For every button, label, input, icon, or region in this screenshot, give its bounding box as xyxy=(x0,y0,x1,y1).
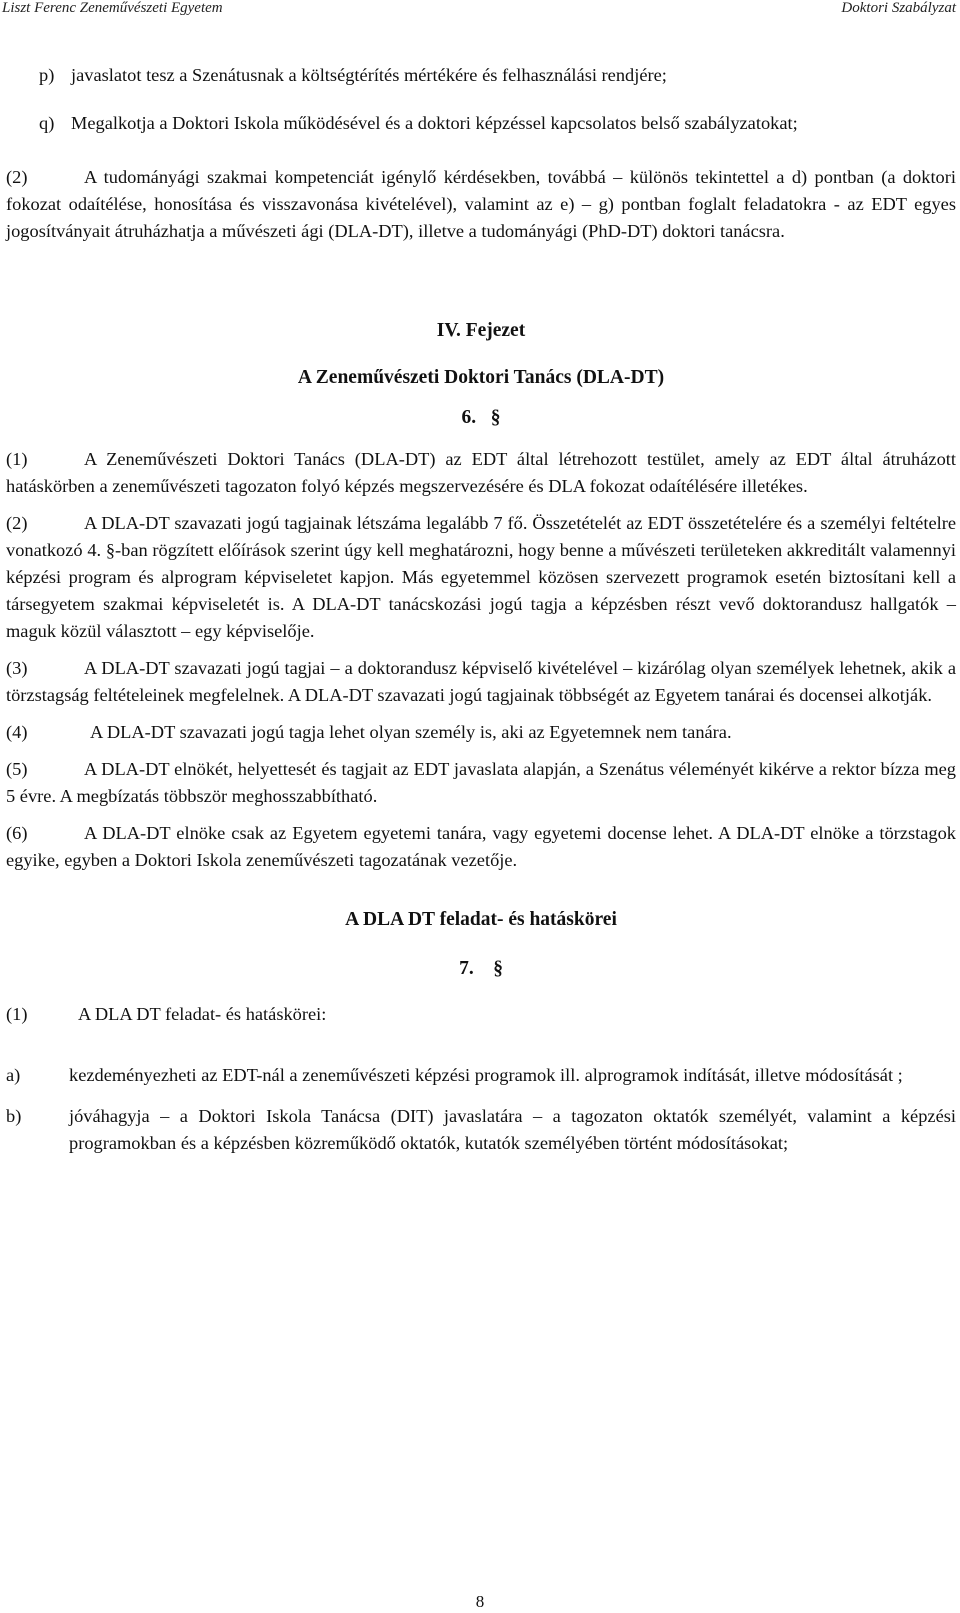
list-text: jóváhagyja – a Doktori Iskola Tanácsa (DIT) javaslatára – a tagozaton oktatók személyét, valamint a képzési programokban és a képzésben közreműködő oktatók, kutatók személyében történt módosításokat; xyxy=(69,1106,956,1153)
paragraph-number: (1) xyxy=(6,449,28,469)
list-item-b xyxy=(6,1103,956,1157)
subtitle: A DLA DT feladat- és hatáskörei xyxy=(345,909,617,930)
paragraph-7-1 xyxy=(6,1001,956,1028)
paragraph-number: (1) xyxy=(6,1004,28,1024)
list-item-a xyxy=(6,1062,956,1089)
header-document-title: Doktori Szabályzat xyxy=(841,0,956,16)
paragraph-text: A Zeneművészeti Doktori Tanács (DLA-DT) az EDT által létrehozott testület, amely az EDT által átruházott hatáskörben a zeneművészeti tagozaton folyó képzés megszervezésére és DLA fokozat odaítélésére illetékes. xyxy=(6,449,956,496)
list-item-q xyxy=(39,110,956,137)
list-label: a) xyxy=(6,1065,21,1085)
page-content xyxy=(6,62,956,1157)
paragraph-6-6 xyxy=(6,820,956,874)
list-item-p xyxy=(39,62,956,89)
chapter-title: A Zeneművészeti Doktori Tanács (DLA-DT) xyxy=(297,367,665,388)
list-label: b) xyxy=(6,1106,22,1126)
paragraph-6-4 xyxy=(6,719,956,746)
paragraph-number: (5) xyxy=(6,759,28,779)
section-number: 7. xyxy=(459,958,474,979)
section-6-heading xyxy=(6,404,956,431)
paragraph-text: A DLA DT feladat- és hatáskörei: xyxy=(78,1004,327,1024)
list-label: p) xyxy=(39,65,55,85)
list-text: javaslatot tesz a Szenátusnak a költségtérítés mértékére és felhasználási rendjére; xyxy=(71,65,667,85)
list-label: q) xyxy=(39,113,55,133)
paragraph-text: A DLA-DT szavazati jogú tagja lehet olyan személy is, aki az Egyetemnek nem tanára. xyxy=(90,722,732,742)
paragraph-number: (4) xyxy=(6,722,28,742)
paragraph-6-3 xyxy=(6,655,956,709)
list-text: Megalkotja a Doktori Iskola működésével és a doktori képzéssel kapcsolatos belső szabályzatokat; xyxy=(71,113,798,133)
page-header xyxy=(0,0,960,24)
paragraph-6-1 xyxy=(6,446,956,500)
paragraph-6-2 xyxy=(6,510,956,645)
chapter-heading: IV. Fejezet xyxy=(436,320,526,341)
paragraph-number: (2) xyxy=(6,167,28,187)
page-number: 8 xyxy=(475,1592,485,1611)
section-sign: § xyxy=(490,407,501,428)
paragraph-text: A DLA-DT elnökét, helyettesét és tagjait az EDT javaslata alapján, a Szenátus véleményét kikérve a rektor bízza meg 5 évre. A megbízatás többször meghosszabbítható. xyxy=(6,759,956,806)
paragraph-number: (2) xyxy=(6,513,28,533)
section-number: 6. xyxy=(461,407,477,428)
paragraph-text: A DLA-DT szavazati jogú tagjainak létszáma legalább 7 fő. Összetételét az EDT összetételére és a személyi feltételre vonatkozó 4. §-ban rögzített előírások szerint úgy kell meghatározni, hogy benne a művészeti területeken akkreditált valamennyi képzési program és alprogram képviseletet kapjon. Más egyetemmel közösen szervezett programok esetén biztosítani kell a társegyetem szakmai képviseletét is. A DLA-DT tanácskozási jogú tagja a képzésben részt vevő doktorandusz hallgatók – maguk közül választott – egy képviselője. xyxy=(6,513,956,641)
paragraph-number: (6) xyxy=(6,823,28,843)
section-7-heading xyxy=(6,955,956,982)
header-institution: Liszt Ferenc Zeneművészeti Egyetem xyxy=(2,0,223,16)
paragraph-text: A DLA-DT elnöke csak az Egyetem egyetemi tanára, vagy egyetemi docense lehet. A DLA-DT elnöke a törzstagok egyike, egyben a Doktori Iskola zeneművészeti tagozatának vezetője. xyxy=(6,823,956,870)
paragraph-text: A DLA-DT szavazati jogú tagjai – a doktorandusz képviselő kivételével – kizárólag olyan személyek lehetnek, akik a törzstagság feltételeinek megfelelnek. A DLA-DT szavazati jogú tagjainak többségét az Egyetem tanárai és docensei alkotják. xyxy=(6,658,956,705)
paragraph-text: A tudományági szakmai kompetenciát igénylő kérdésekben, továbbá – különös tekintettel a d) pontban (a doktori fokozat odaítélése, honosítása és visszavonása kivételével), valamint az e) – g) pontban foglalt feladatokra - az EDT egyes jogosítványait átruházhatja a művészeti ági (DLA-DT), illetve a tudományági (PhD-DT) doktori tanácsra. xyxy=(6,167,956,241)
paragraph-6-5 xyxy=(6,756,956,810)
paragraph-number: (3) xyxy=(6,658,28,678)
paragraph-2 xyxy=(6,164,956,245)
section-sign: § xyxy=(493,958,503,979)
list-text: kezdeményezheti az EDT-nál a zeneművészeti képzési programok ill. alprogramok indítását, illetve módosítását ; xyxy=(69,1065,903,1085)
